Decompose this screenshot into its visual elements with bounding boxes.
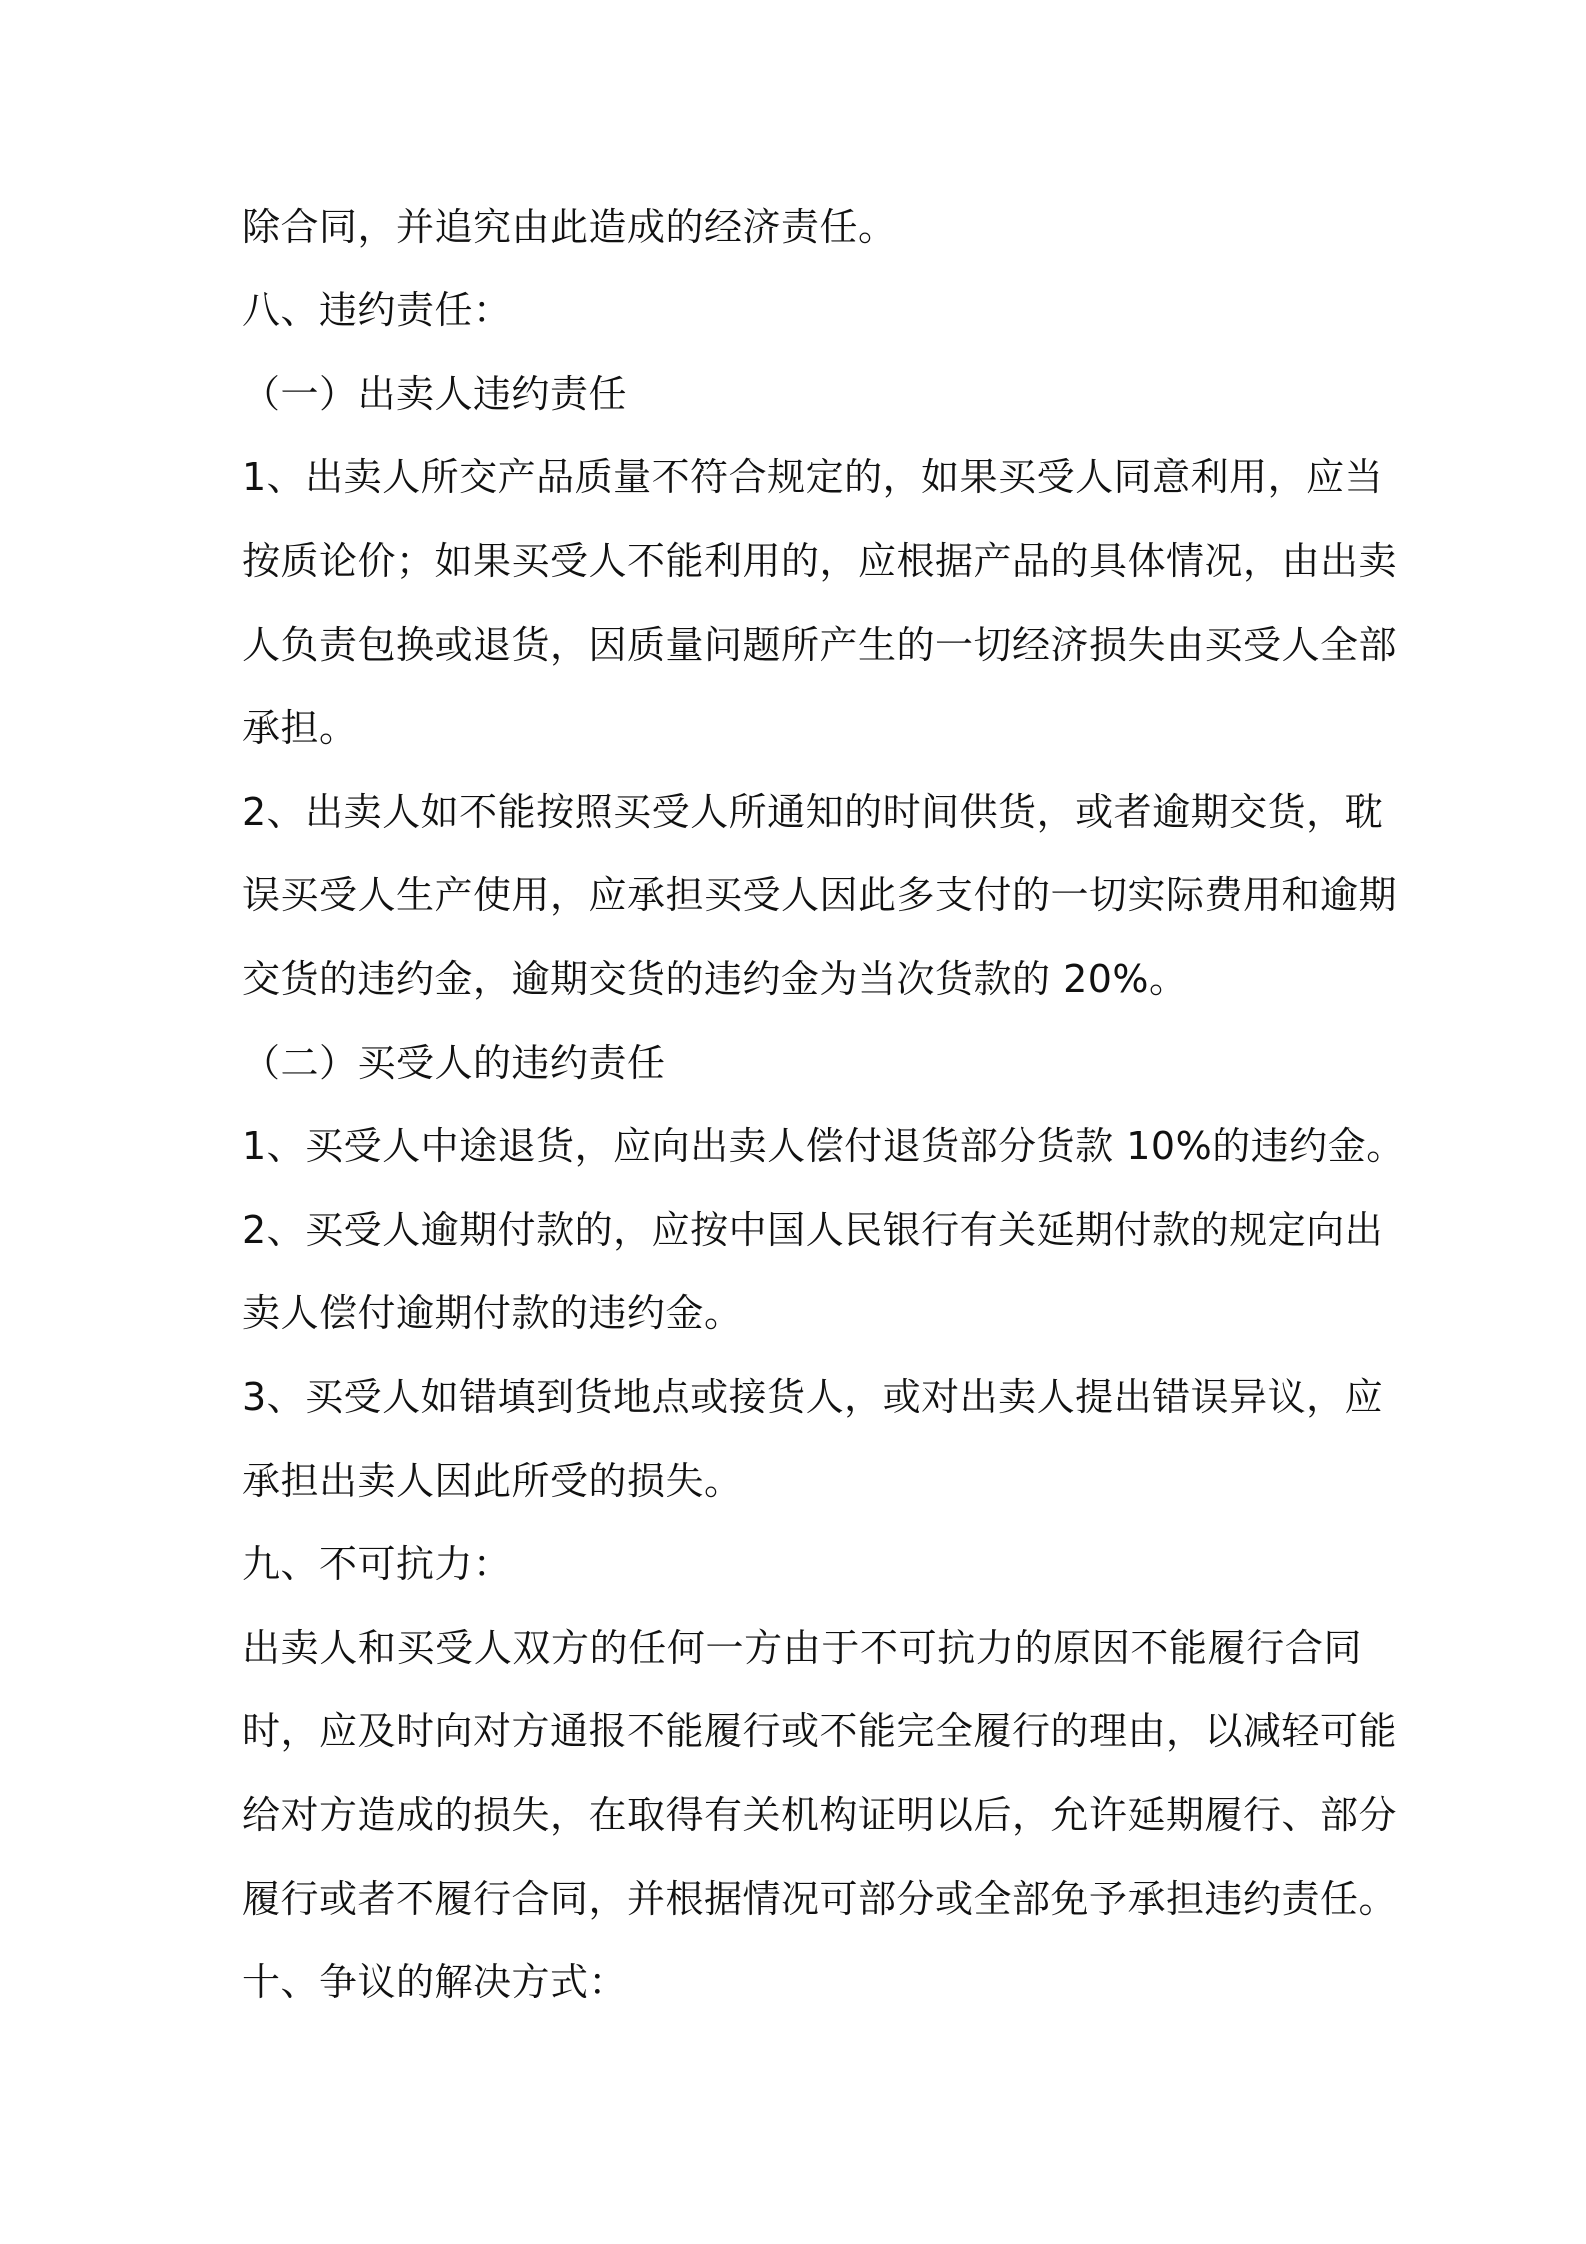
text-line: 时，应及时向对方通报不能履行或不能完全履行的理由，以减轻可能 [242, 1709, 1398, 1753]
text-line: 卖人偿付逾期付款的违约金。 [242, 1291, 743, 1335]
text-line: 人负责包换或退货，因质量问题所产生的一切经济损失由买受人全部 [242, 623, 1398, 667]
section-heading-8: 八、违约责任： [242, 288, 512, 332]
text-line: 出卖人和买受人双方的任何一方由于不可抗力的原因不能履行合同 [242, 1626, 1362, 1670]
text-line: 1、出卖人所交产品质量不符合规定的，如果买受人同意利用，应当 [242, 455, 1384, 499]
text-line: 承担出卖人因此所受的损失。 [242, 1459, 743, 1503]
subsection-heading-seller: （一）出卖人违约责任 [242, 372, 628, 416]
text-line: 交货的违约金，逾期交货的违约金为当次货款的 20%。 [242, 957, 1188, 1001]
text-line: 给对方造成的损失，在取得有关机构证明以后，允许延期履行、部分 [242, 1793, 1398, 1837]
text-line: 履行或者不履行合同，并根据情况可部分或全部免予承担违约责任。 [242, 1877, 1398, 1921]
text-line: 承担。 [242, 706, 358, 750]
section-heading-10: 十、争议的解决方式： [242, 1960, 628, 2004]
section-heading-9: 九、不可抗力： [242, 1542, 512, 1586]
text-line: 误买受人生产使用，应承担买受人因此多支付的一切实际费用和逾期 [242, 873, 1398, 917]
text-line: 3、买受人如错填到货地点或接货人，或对出卖人提出错误异议，应 [242, 1375, 1384, 1419]
subsection-heading-buyer: （二）买受人的违约责任 [242, 1041, 666, 1085]
text-line: 2、出卖人如不能按照买受人所通知的时间供货，或者逾期交货，耽 [242, 790, 1384, 834]
text-line: 除合同，并追究由此造成的经济责任。 [242, 205, 897, 249]
text-line: 1、买受人中途退货，应向出卖人偿付退货部分货款 10%的违约金。 [242, 1124, 1405, 1168]
text-line: 按质论价；如果买受人不能利用的，应根据产品的具体情况，由出卖 [242, 539, 1398, 583]
text-line: 2、买受人逾期付款的，应按中国人民银行有关延期付款的规定向出 [242, 1208, 1384, 1252]
